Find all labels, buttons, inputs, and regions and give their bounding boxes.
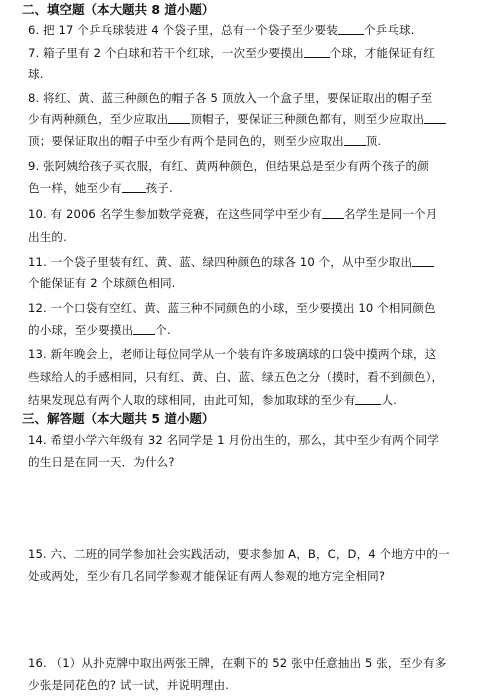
q8-text-a: 少有两种颜色，至少应取出 [28,112,169,126]
question-15-line-1: 15. 六、二班的同学参加社会实践活动，要求参加 A，B，C，D，4 个地方中的一 [28,547,450,561]
question-8-line-3 [28,133,381,149]
question-7-line-1 [28,45,435,61]
question-10-line-1 [28,206,437,222]
q13-text-a: 结果发现总有两个人取的球相同，由此可知，参加取球的至少有 [28,393,356,407]
q6-answer-blank[interactable] [338,23,364,35]
question-16-line-1: 16. （1）从扑克牌中取出两张王牌，在剩下的 52 张中任意抽出 5 张，至少有多 [28,656,447,670]
q9-text-b: 孩子. [145,181,173,195]
question-14-line-1: 14. 希望小学六年级有 32 名同学是 1 月份出生的，那么，其中至少有两个同学 [28,433,439,447]
q9-answer-blank[interactable] [122,181,146,193]
q8-answer-blank-2[interactable] [424,112,446,124]
question-16-line-2: 少张是同花色的? 试一试，并说明理由. [28,678,229,692]
q10-text-b: 名学生是同一个月 [343,207,438,221]
question-13-line-3 [28,392,397,408]
q12-text-b: 个. [155,323,171,337]
q8-text-c: 顶；要保证取出的帽子中至少有两个是同色的，则至少应取出 [28,134,344,148]
question-6 [28,22,414,38]
q7-text-a: 7. 箱子里有 2 个白球和若干个红球，一次至少要摸出 [28,46,304,60]
question-11-line-2: 个能保证有 2 个球颜色相同. [28,276,176,290]
q6-text-a: 6. 把 17 个乒乓球装进 4 个袋子里，总有一个袋子至少要装 [28,23,338,37]
q8-text-b: 顶帽子，要保证三种颜色都有，则至少应取出 [190,112,425,126]
question-9-line-2 [28,180,173,196]
q10-text-a: 10. 有 2006 名学生参加数学竞赛，在这些同学中至少有 [28,207,322,221]
q13-text-b: 人. [381,393,397,407]
q6-text-b: 个乒乓球. [363,23,415,37]
question-12-line-2 [28,322,171,338]
question-13-line-2: 些球给人的手感相同，只有红、黄、白、蓝、绿五色之分（摸时，看不到颜色）， [28,370,444,384]
q8-answer-blank-1[interactable] [168,112,190,124]
question-10-line-2: 出生的. [28,230,67,244]
q10-answer-blank[interactable] [322,207,344,219]
q8-text-d: 顶. [365,134,382,148]
question-12-line-1: 12. 一个口袋有空红、黄、蓝三种不同颜色的小球，至少要摸出 10 个相同颜色 [28,301,436,315]
question-9-line-1: 9. 张阿姨给孩子买衣服，有红、黄两种颜色，但结果总是至少有两个孩子的颜 [28,159,429,173]
question-11-line-1 [28,254,434,270]
question-7-line-2: 球. [28,67,44,81]
q12-answer-blank[interactable] [133,323,155,335]
q7-text-b: 个球，才能保证有红 [329,46,435,60]
section-title-answer: 三、解答题（本大题共 5 道小题） [22,411,215,426]
q9-text-a: 色一样，她至少有 [28,181,122,195]
question-8-line-1: 8. 将红、黄、蓝三种颜色的帽子各 5 顶放入一个盒子里，要保证取出的帽子至 [28,91,433,105]
question-13-line-1: 13. 新年晚会上，老师让每位同学从一个装有许多玻璃球的口袋中摸两个球，这 [28,347,437,361]
q12-text-a: 的小球，至少要摸出 [28,323,134,337]
q11-text-a: 11. 一个袋子里装有红、黄、蓝、绿四种颜色的球各 10 个，从中至少取出 [28,255,413,269]
q13-answer-blank[interactable] [355,393,381,405]
question-8-line-2 [28,111,446,127]
question-15-line-2: 处或两处，至少有几名同学参观才能保证有两人参观的地方完全相同? [28,569,386,583]
question-14-line-2: 的生日是在同一天．为什么? [28,455,175,469]
section-title-fill-in: 二、填空题（本大题共 8 道小题） [22,2,215,17]
q11-answer-blank[interactable] [412,255,434,267]
q8-answer-blank-3[interactable] [344,134,366,146]
q7-answer-blank[interactable] [304,46,330,58]
